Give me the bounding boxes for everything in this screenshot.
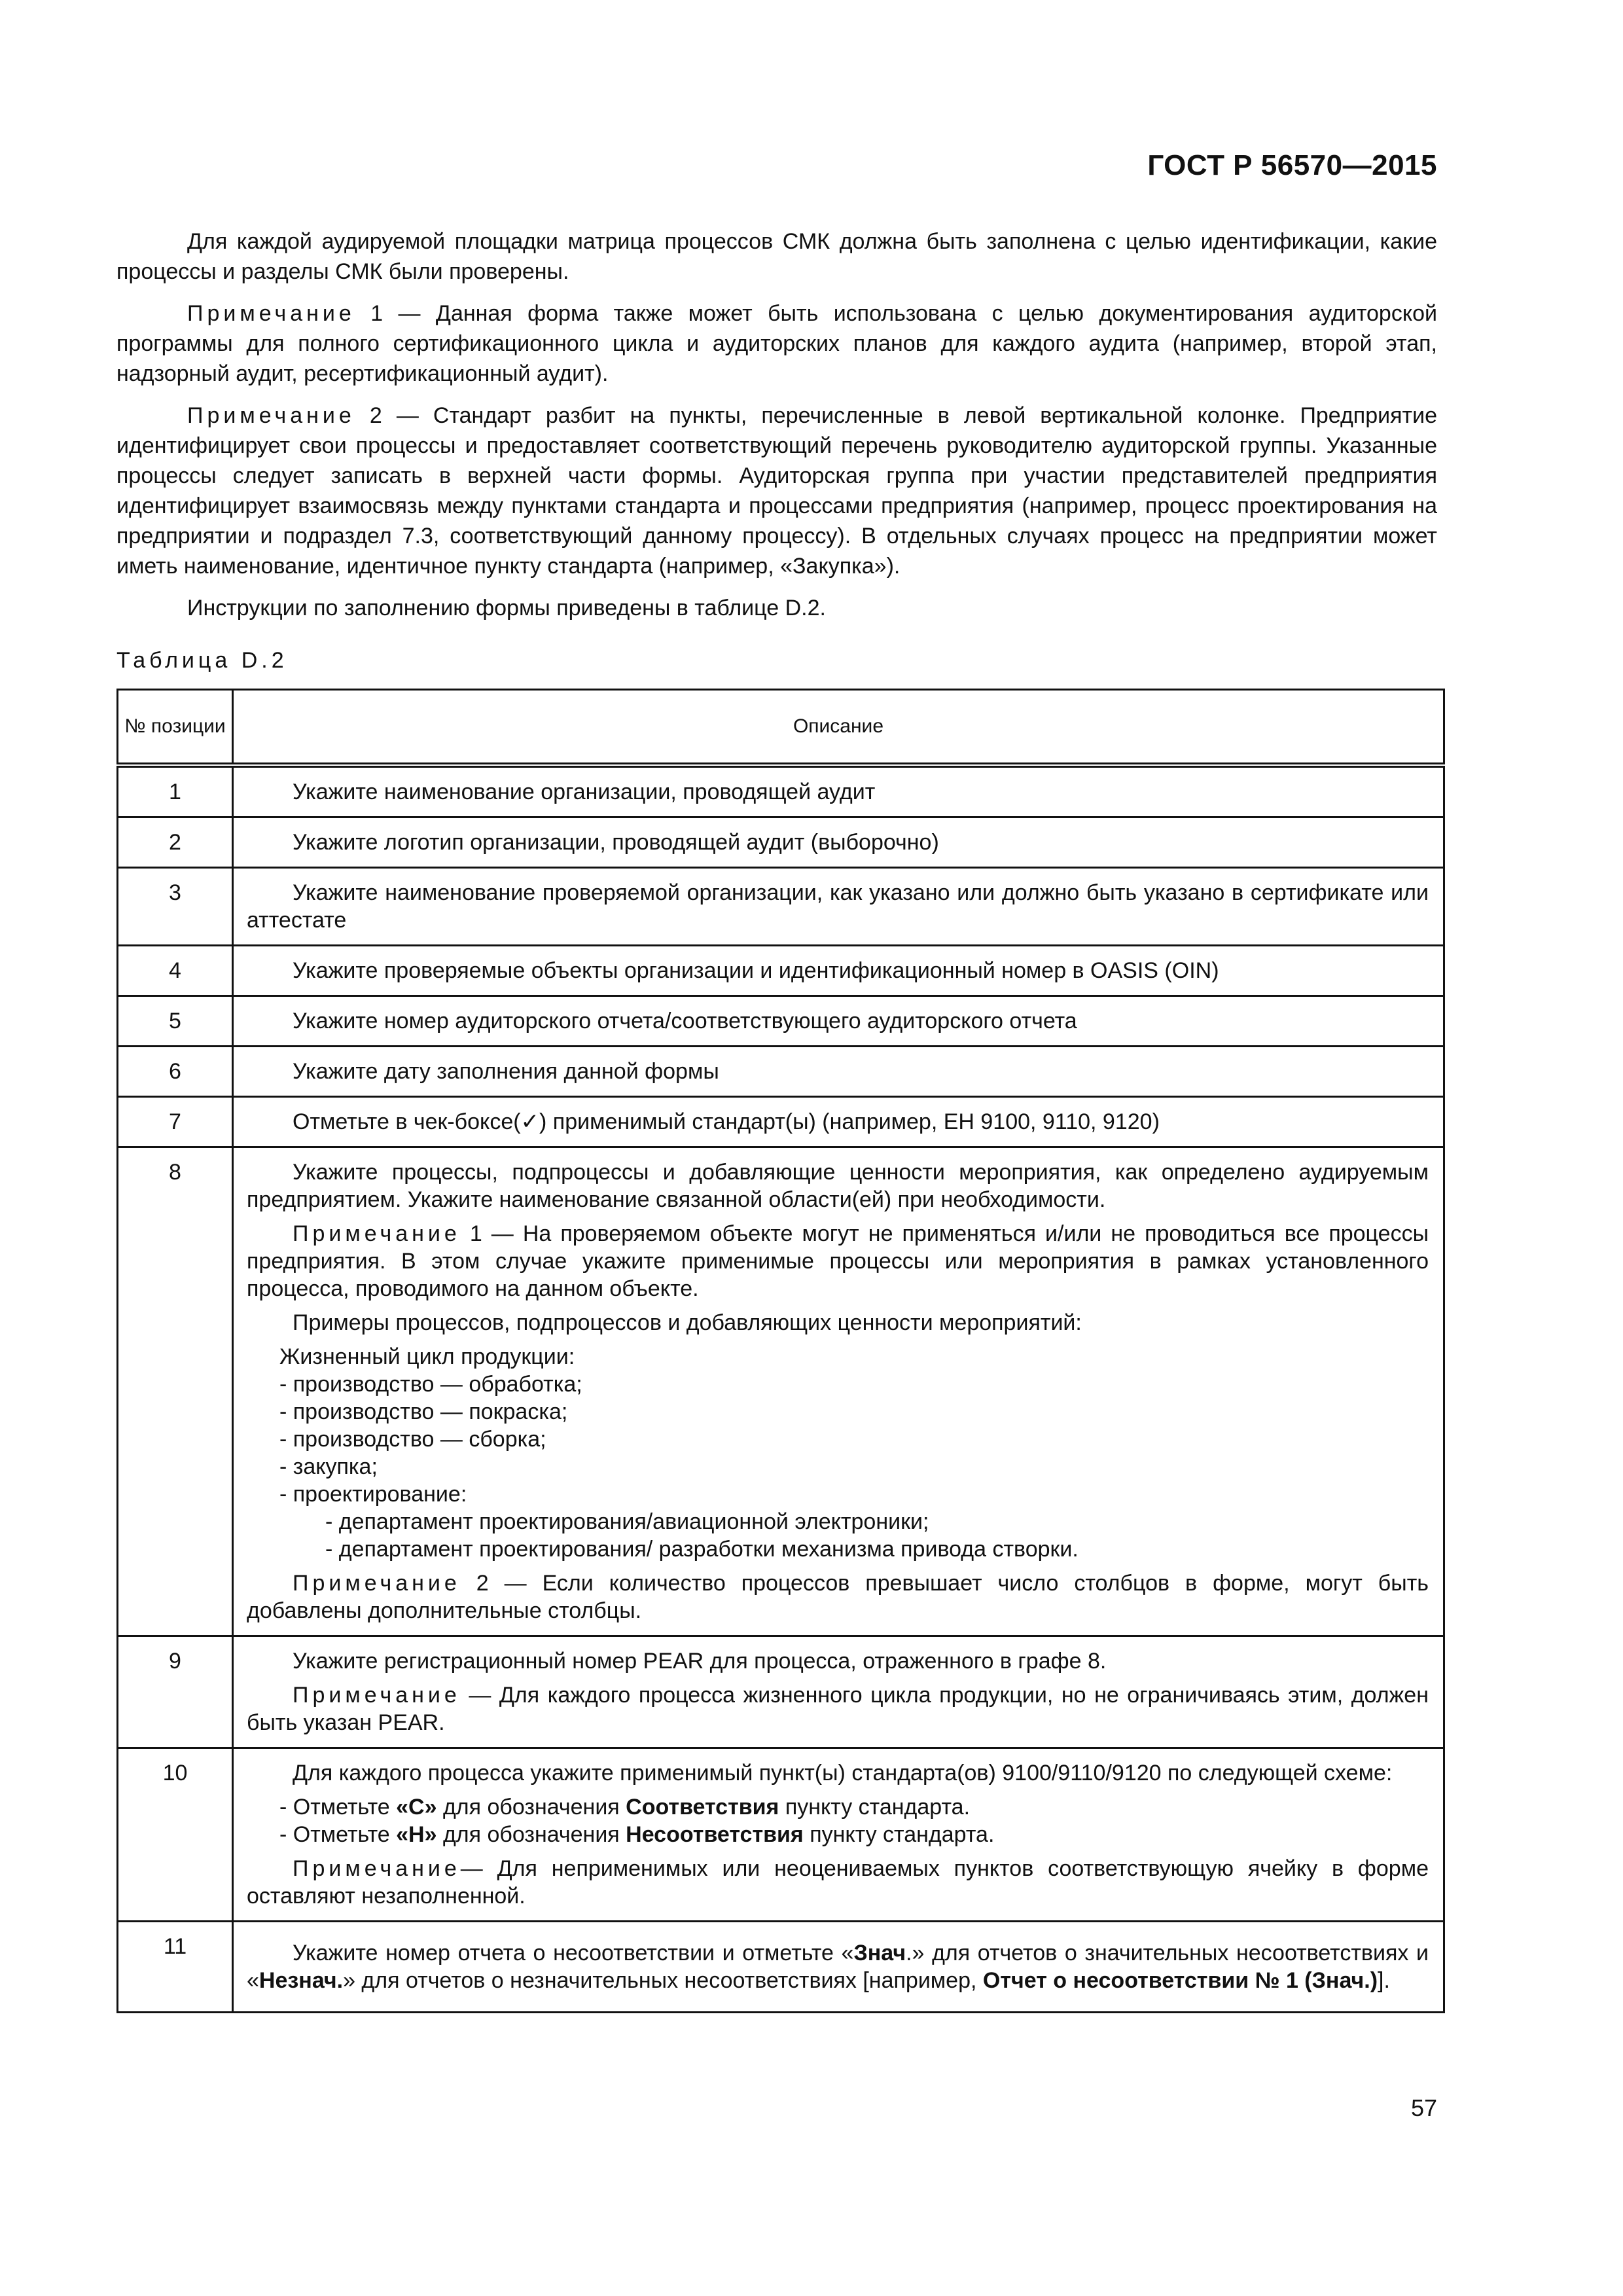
row-note-1 — [247, 1220, 1429, 1302]
document-id-header: ГОСТ Р 56570—2015 — [1147, 149, 1437, 181]
sublist-item: - департамент проектирования/ разработки механизма привода створки. — [325, 1537, 1079, 1562]
item-bold: Соответствия — [626, 1795, 779, 1820]
column-header-number: № позиции — [118, 690, 233, 766]
row-note-2 — [247, 1570, 1429, 1624]
row-text: Для каждого процесса укажите применимый пункт(ы) стандарта(ов) 9100/9110/9120 по следующей схеме: — [293, 1761, 1393, 1785]
row-text: Укажите номер аудиторского отчета/соответствующего аудиторского отчета — [293, 1009, 1077, 1033]
row-description — [233, 817, 1444, 868]
table-row — [118, 1147, 1444, 1636]
table-row — [118, 868, 1444, 946]
list-item: - закупка; — [279, 1454, 378, 1479]
table-row — [118, 1047, 1444, 1097]
table-row — [118, 1097, 1444, 1147]
intro-note-1 — [116, 298, 1437, 389]
row-description — [233, 765, 1444, 817]
row-description — [233, 996, 1444, 1047]
list-item — [247, 1821, 1429, 1848]
row-text: Укажите наименование проверяемой организации, как указано или должно быть указано в сертификате или аттестате — [247, 880, 1429, 933]
row-number: 8 — [118, 1147, 233, 1636]
item-text: пункту стандарта. — [779, 1795, 971, 1820]
row-text — [247, 1939, 1429, 1994]
row-note — [247, 1681, 1429, 1736]
row-description — [233, 1922, 1444, 2013]
table-row — [118, 1922, 1444, 2013]
row-text-bold: Незнач. — [259, 1968, 344, 1993]
intro-paragraph: Для каждой аудируемой площадки матрица процессов СМК должна быть заполнена с целью идентификации, какие процессы и разделы СМК были проверены. — [116, 229, 1437, 284]
row-description — [233, 1748, 1444, 1922]
note-text: 1 — Данная форма также может быть использована с целью документирования аудиторской программы для полного сертификационного цикла и аудиторских планов для каждого аудита (например, второй этап, надзорный аудит, ресертификационный аудит). — [116, 301, 1437, 386]
row-number: 4 — [118, 946, 233, 996]
item-text: - Отметьте — [279, 1795, 397, 1820]
list-item: - проектирование: — [279, 1482, 467, 1507]
row-text: Укажите проверяемые объекты организации и идентификационный номер в OASIS (OIN) — [293, 958, 1219, 983]
row-text-part: ]. — [1378, 1968, 1390, 1993]
row-number: 5 — [118, 996, 233, 1047]
intro-note-2 — [116, 401, 1437, 581]
item-bold: «Н» — [396, 1822, 437, 1847]
row-number: 2 — [118, 817, 233, 868]
row-text: Укажите логотип организации, проводящей аудит (выборочно) — [293, 830, 939, 855]
row-text-part: Укажите номер отчета о несоответствии и отметьте « — [293, 1941, 854, 1965]
item-text: для обозначения — [437, 1822, 626, 1847]
note-label: Примечание — [293, 1571, 461, 1596]
row-number: 9 — [118, 1636, 233, 1748]
sublist-item: - департамент проектирования/авиационной электроники; — [325, 1509, 929, 1534]
row-number: 1 — [118, 765, 233, 817]
list-item: - производство — покраска; — [279, 1399, 568, 1424]
note-text: — Для неприменимых или неоцениваемых пунктов соответствующую ячейку в форме оставляют незаполненной. — [247, 1856, 1429, 1909]
row-description — [233, 1147, 1444, 1636]
row-number: 3 — [118, 868, 233, 946]
row-description — [233, 946, 1444, 996]
list-item — [247, 1793, 1429, 1821]
row-text: Укажите наименование организации, проводящей аудит — [293, 780, 876, 804]
row-text: Укажите процессы, подпроцессы и добавляющие ценности мероприятия, как определено аудируемым предприятием. Укажите наименование связанной области(ей) при необходимости. — [247, 1160, 1429, 1212]
note-text: 1 — На проверяемом объекте могут не применяться и/или не проводиться все процессы предприятия. В этом случае укажите применимые процессы или мероприятия в рамках установленного процесса, проводимого на данном объекте. — [247, 1221, 1429, 1301]
row-text-bold: Знач — [853, 1941, 906, 1965]
list-item: - производство — сборка; — [279, 1427, 546, 1452]
row-description — [233, 1047, 1444, 1097]
intro-table-reference: Инструкции по заполнению формы приведены в таблице D.2. — [187, 596, 826, 620]
row-number: 11 — [118, 1922, 233, 2013]
row-text: Укажите регистрационный номер PEAR для процесса, отраженного в графе 8. — [293, 1649, 1107, 1674]
lifecycle-label: Жизненный цикл продукции: — [279, 1344, 575, 1369]
note-text: 2 — Если количество процессов превышает число столбцов в форме, могут быть добавлены дополнительные столбцы. — [247, 1571, 1429, 1623]
note-label: Примечание — [187, 403, 355, 428]
intro-text — [116, 226, 1437, 635]
row-text-part: » для отчетов о незначительных несоответствиях [например, — [343, 1968, 983, 1993]
note-text: 2 — Стандарт разбит на пункты, перечисленные в левой вертикальной колонке. Предприятие идентифицирует свои процессы и предоставляет соответствующий перечень руководителю аудиторской группы. Указанные процессы следует записать в верхней части формы. Аудиторская группа при участии представителей предприятия идентифицирует взаимосвязь между пунктами стандарта и процессами предприятия (например, процесс проектирования на предприятии и подраздел 7.3, соответствующий данному процессу). В отдельных случаях процесс на предприятии может иметь наименование, идентичное пункту стандарта (например, «Закупка»). — [116, 403, 1437, 579]
item-text: для обозначения — [437, 1795, 626, 1820]
table-row — [118, 1748, 1444, 1922]
note-label: Примечание — [187, 301, 355, 326]
row-text-part: .» для отчетов о значительных несоответствиях и « — [247, 1941, 1429, 1993]
table-row — [118, 1636, 1444, 1748]
row-text-bold: Отчет о несоответствии № 1 (Знач.) — [982, 1968, 1378, 1993]
row-text: Укажите дату заполнения данной формы — [293, 1059, 719, 1084]
item-bold: «С» — [396, 1795, 437, 1820]
item-text: пункту стандарта. — [803, 1822, 995, 1847]
table-row — [118, 817, 1444, 868]
page-number: 57 — [1410, 2094, 1437, 2121]
item-text: - Отметьте — [279, 1822, 397, 1847]
examples-title: Примеры процессов, подпроцессов и добавляющих ценности мероприятий: — [293, 1310, 1082, 1335]
table-row — [118, 765, 1444, 817]
row-number: 6 — [118, 1047, 233, 1097]
instructions-table — [116, 689, 1445, 2013]
row-number: 7 — [118, 1097, 233, 1147]
note-label: Примечание — [293, 1856, 461, 1881]
table-row — [118, 996, 1444, 1047]
table-row — [118, 946, 1444, 996]
item-bold: Несоответствия — [626, 1822, 804, 1847]
row-number: 10 — [118, 1748, 233, 1922]
note-text: — Для каждого процесса жизненного цикла продукции, но не ограничиваясь этим, должен быть указан PEAR. — [247, 1683, 1429, 1735]
row-description — [233, 1097, 1444, 1147]
row-note — [247, 1855, 1429, 1910]
row-text: Отметьте в чек-боксе(✓) применимый стандарт(ы) (например, ЕН 9100, 9110, 9120) — [293, 1109, 1160, 1134]
row-description — [233, 1636, 1444, 1748]
note-label: Примечание — [293, 1683, 461, 1708]
column-header-description: Описание — [233, 690, 1444, 766]
list-item: - производство — обработка; — [279, 1372, 582, 1397]
row-description — [233, 868, 1444, 946]
table-caption: Таблица D.2 — [116, 648, 288, 673]
table-header-row — [118, 690, 1444, 766]
note-label: Примечание — [293, 1221, 461, 1246]
